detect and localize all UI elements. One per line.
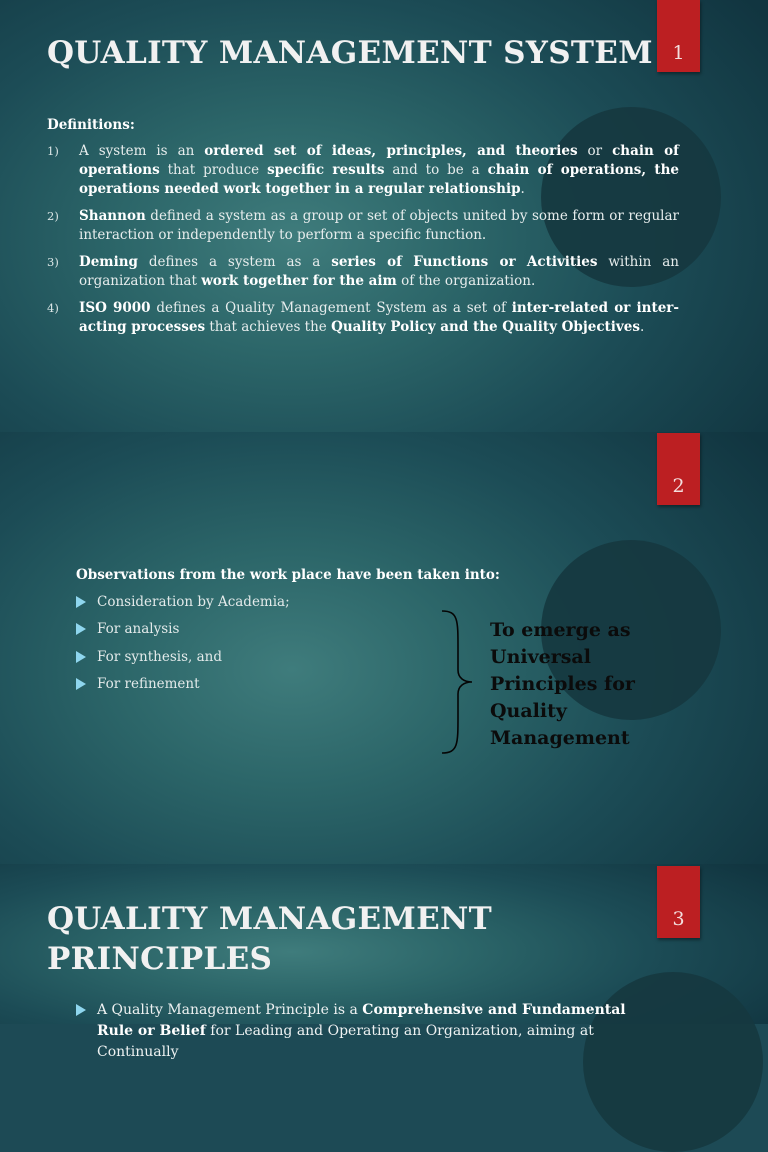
emerge-text (490, 617, 640, 752)
text: that achieves the (205, 319, 332, 335)
definition-item (47, 207, 679, 245)
slide-number-box (657, 433, 700, 505)
list-item (76, 619, 290, 646)
text: . (520, 181, 525, 197)
list-item (76, 674, 290, 701)
emerge-line: Management (490, 727, 630, 749)
slide-number: 3 (672, 908, 685, 930)
curly-brace-icon (438, 608, 478, 756)
observations-heading: Observations from the work place have been taken into: (76, 567, 500, 583)
principle-bullet (76, 1000, 657, 1063)
bold-text: ISO 9000 (79, 300, 151, 316)
slide-1 (0, 0, 768, 432)
slide-number: 2 (672, 475, 685, 497)
bold-text: inter-related or inter-acting processes (79, 300, 679, 335)
item-number: 4) (47, 301, 59, 315)
title-line: PRINCIPLES (47, 941, 273, 977)
item-number: 2) (47, 209, 59, 223)
slide-number: 1 (672, 42, 685, 64)
text: for Leading and Operating an Organization, aiming at Continually (97, 1023, 594, 1060)
text: defined a system as a group or set of objects united by some form or regular interaction or independently to perform a specific function. (79, 208, 679, 243)
bold-text: Shannon (79, 208, 146, 224)
text: defines a system as a (137, 254, 332, 270)
emerge-line: Universal (490, 646, 591, 668)
list-item (76, 647, 290, 674)
bold-text: Deming (79, 254, 138, 270)
definition-item (47, 299, 679, 337)
list-item-text: For analysis (97, 621, 180, 638)
bullet-arrow-icon (76, 678, 86, 690)
list-item-text: Consideration by Academia; (97, 594, 290, 610)
slide-number-box (657, 0, 700, 72)
bullet-arrow-icon (76, 596, 86, 608)
bullet-arrow-icon (76, 1004, 86, 1016)
bold-text: chain of operations, the operations needed work together in a regular relationship (79, 162, 680, 197)
definition-item (47, 253, 679, 291)
bullet-arrow-icon (76, 651, 86, 663)
text: or (577, 143, 613, 159)
list-item (76, 592, 290, 619)
item-number: 3) (47, 255, 59, 269)
item-number: 1) (47, 144, 59, 158)
bold-text: ordered set of ideas, principles, and theories (204, 143, 578, 159)
text: defines a Quality Management System as a set of (150, 300, 512, 316)
emerge-line: Principles for (490, 673, 635, 695)
list-item-text: For refinement (97, 675, 200, 692)
slide-title: QUALITY MANAGEMENT SYSTEM (47, 35, 653, 71)
slide-3 (0, 864, 768, 1060)
observations-list (76, 592, 290, 701)
text: A system is an (79, 143, 205, 159)
title-line: QUALITY MANAGEMENT (47, 901, 493, 937)
text: within an organization that (79, 254, 679, 289)
bold-text: specific results (267, 162, 385, 178)
slide-title (47, 899, 492, 979)
slide-number-box (657, 866, 700, 938)
emerge-line: Quality (490, 700, 567, 722)
definitions-list (47, 142, 679, 345)
text: of the organization. (396, 273, 536, 289)
bold-text: Quality Policy and the Quality Objectives (331, 319, 640, 335)
bullet-arrow-icon (76, 623, 86, 635)
slide-2 (0, 432, 768, 864)
text: and to be a (384, 162, 488, 178)
bold-text: series of Functions or Activities (331, 254, 598, 270)
text: A Quality Management Principle is a (97, 1002, 363, 1018)
list-item-text: For synthesis, and (97, 648, 223, 665)
emerge-line: To emerge as (490, 619, 631, 641)
definitions-heading: Definitions: (47, 117, 135, 133)
text: that produce (159, 162, 268, 178)
bold-text: work together for the aim (201, 273, 397, 289)
bold-text: Comprehensive and Fundamental Rule or Belief (97, 1002, 626, 1039)
definition-item (47, 142, 679, 199)
text: . (639, 319, 645, 335)
bold-text: chain of operations (79, 143, 679, 178)
